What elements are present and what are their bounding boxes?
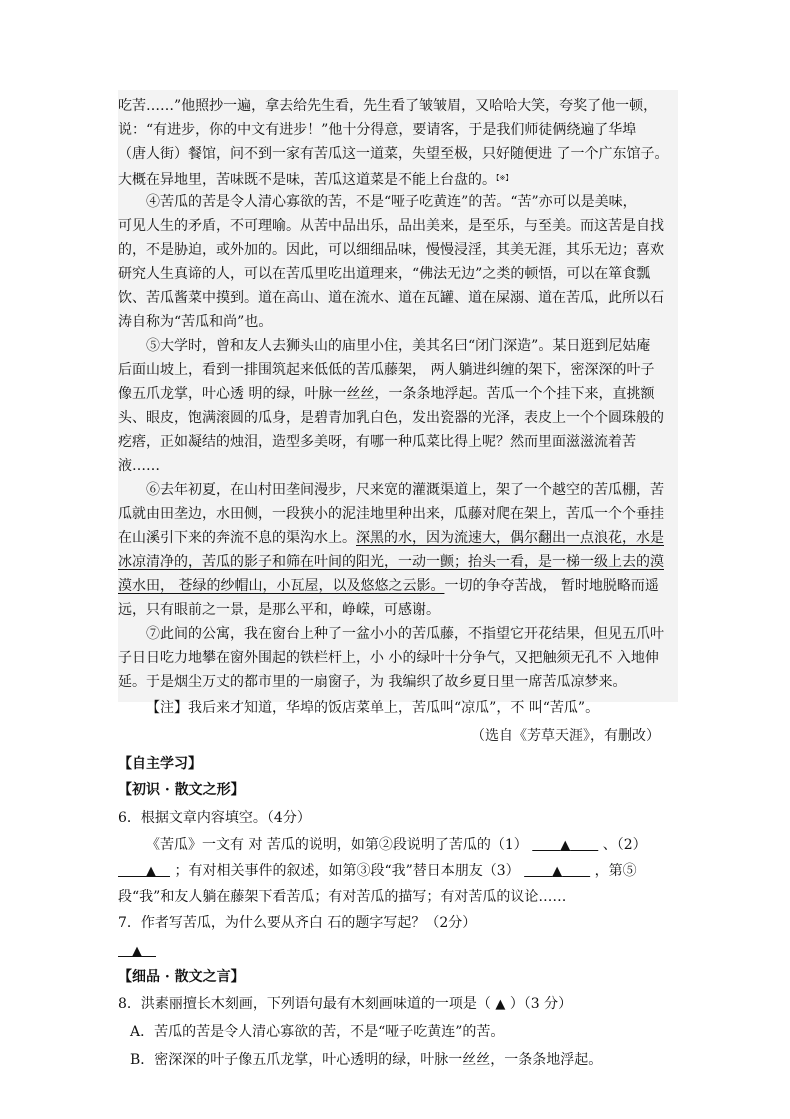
footnote-mark: 【※】 xyxy=(496,174,513,182)
q6-line-1-text-b: 、（2） xyxy=(602,837,647,853)
q8-option-b[interactable]: B．密深深的叶子像五爪龙掌，叶心透明的绿，叶脉一丝丝，一条条地浮起。 xyxy=(130,1052,603,1068)
p3-line-2: 说：“有进步，你的中文有进步！”他十分得意，要请客，于是我们师徒俩绕遍了华埠 xyxy=(118,122,637,138)
q6-line-1 xyxy=(146,833,647,858)
p4-line-4: 研究人生真谛的人，可以在苦瓜里吃出道理来，“佛法无边”之类的顿悟，可以在箪食瓢 xyxy=(118,266,651,282)
answer-mark-icon: ▲ xyxy=(495,997,506,1012)
section-self-study: 【自主学习】 xyxy=(118,756,202,772)
q6-blank-1[interactable] xyxy=(532,833,598,858)
p7-line-2: 子日日吃力地攀在窗外围起的铁栏杆上，小 小的绿叶十分争气，又把触须无孔不 入地伸 xyxy=(118,650,659,666)
p7-line-3: 延。于是烟尘万丈的都市里的一扇窗子，为 我编织了故乡夏日里一席苦瓜凉梦来。 xyxy=(118,674,627,690)
answer-mark-icon: ▲ xyxy=(146,864,156,879)
p6-line-6: 远，只有眼前之一景，是那么平和，峥嵘，可感谢。 xyxy=(118,602,440,618)
p5-line-6: 液…… xyxy=(118,458,160,474)
p4-line-2: 可见人生的矛盾，不可理喻。从苦中品出乐，品出美来，是至乐，与至美。而这苦是自找 xyxy=(118,218,664,234)
p6-line-5-text: 一切的争夺苦战， 暂时地脱略而遥 xyxy=(444,578,659,594)
p3-line-3: （唐人街）餐馆，问不到一家有苦瓜这一道菜，失望至极，只好随便进 了一个广东馆子。 xyxy=(118,146,669,162)
q6-stem: 6．根据文章内容填空。（4分） xyxy=(118,810,311,826)
footnote: 【注】我后来才知道，华埠的饭店菜单上，苦瓜叫“凉瓜”，不 叫“苦瓜”。 xyxy=(146,700,600,716)
p3-line-1: 吃苦……”他照抄一遍，拿去给先生看，先生看了皱皱眉，又哈哈大笑，夸奖了他一顿， xyxy=(118,98,658,114)
q8-option-a[interactable]: A．苦瓜的苦是令人清心寡欲的苦，不是“哑子吃黄连”的苦。 xyxy=(130,1024,505,1040)
p5-line-5: 疙瘩，正如凝结的烛泪，造型多美呀，有哪一种瓜菜比得上呢？然而里面滋滋流着苦 xyxy=(118,434,636,450)
p6-line-4 xyxy=(118,550,664,574)
p6-underlined-mid: 冰凉清净的，苦瓜的影子和筛在叶间的阳光，一动一颤；抬头一看，是一梯一级上去的漠 xyxy=(118,554,664,570)
q7-stem: 7．作者写苦瓜，为什么要从齐白 石的题字写起？（2分） xyxy=(118,915,477,931)
q6-line-2 xyxy=(118,859,637,884)
p5-line-1: ⑤大学时，曾和友人去狮头山的庙里小住，美其名曰“闭门深造”。某日逛到尼姑庵 xyxy=(146,338,651,354)
p4-line-6: 涛自称为“苦瓜和尚”也。 xyxy=(118,314,273,330)
p5-line-3: 像五爪龙掌，叶心透 明的绿，叶脉一丝丝，一条条地浮起。苦瓜一个个挂下来，直挑额 xyxy=(118,386,655,402)
p6-underlined-end: 漠水田， 苍绿的纱帽山，小瓦屋，以及悠悠之云影。 xyxy=(118,578,445,594)
q8-stem-text: 8．洪素丽擅长木刻画，下列语句最有木刻画味道的一项是（ xyxy=(118,996,491,1012)
p7-line-1: ⑦此间的公寓，我在窗台上种了一盆小小的苦瓜藤，不指望它开花结果，但见五爪叶 xyxy=(146,626,664,642)
q8-stem-tail: ）（3 分） xyxy=(509,996,573,1012)
q6-line-1-text: 《苦瓜》一文有 对 苦瓜的说明，如第②段说明了苦瓜的（1） xyxy=(146,837,528,853)
section-essay-form: 【初识 · 散文之形】 xyxy=(118,782,245,798)
q6-line-2-text-b: ，第⑤ xyxy=(594,863,637,879)
q6-line-2-text: ；有对相关事件的叙述，如第③段“我”替日本朋友（3） xyxy=(174,863,520,879)
q7-answer-line[interactable] xyxy=(118,939,156,964)
p6-line-5 xyxy=(118,574,659,598)
q6-blank-3[interactable] xyxy=(524,859,590,884)
q6-blank-2[interactable] xyxy=(118,859,170,884)
q7-blank[interactable] xyxy=(118,939,156,964)
q8-stem xyxy=(118,992,572,1017)
section-essay-language: 【细品 · 散文之言】 xyxy=(118,969,245,985)
answer-mark-icon: ▲ xyxy=(132,944,142,959)
p4-line-3: 的，不是胁迫，或外加的。因此，可以细细品味，慢慢浸淫，其美无涯，其乐无边；喜欢 xyxy=(118,242,664,258)
p6-line-1: ⑥去年初夏，在山村田垄间漫步，尺来宽的灌溉渠道上，架了一个越空的苦瓜棚，苦 xyxy=(146,482,664,498)
p4-line-5: 饮、苦瓜酱菜中摸到。道在高山、道在流水、道在瓦罐、道在屎溺、道在苦瓜，此所以石 xyxy=(118,290,664,306)
p4-line-1: ④苦瓜的苦是令人清心寡欲的苦，不是“哑子吃黄连”的苦。“苦”亦可以是美味， xyxy=(146,194,637,210)
p6-line-3 xyxy=(118,526,664,550)
p6-underlined-start: 深黑的水，因为流速大，偶尔翻出一点浪花，水是 xyxy=(356,530,664,546)
p3-line-4 xyxy=(118,166,512,192)
p6-line-3-text: 在山溪引下来的奔流不息的渠沟水上。 xyxy=(118,530,356,546)
p5-line-4: 头、眼皮，饱满滚圆的瓜身，是碧青加乳白色，发出瓷器的光泽，表皮上一个个圆珠般的 xyxy=(118,410,664,426)
p6-line-2: 瓜就由田垄边，水田侧，一段狭小的泥洼地里种出来，瓜藤对爬在架上，苦瓜一个个垂挂 xyxy=(118,506,664,522)
answer-mark-icon: ▲ xyxy=(560,838,571,853)
p3-line-4-text: 大概在异地里，苦味既不是味，苦瓜这道菜是不能上台盘的。 xyxy=(118,172,496,188)
source-citation: （选自《芳草天涯》，有删改） xyxy=(471,728,660,744)
answer-mark-icon: ▲ xyxy=(552,864,563,879)
q6-line-3: 段“我”和友人躺在藤架下看苦瓜；有对苦瓜的描写；有对苦瓜的议论…… xyxy=(118,889,567,905)
p5-line-2: 后面山坡上，看到一排围筑起来低低的苦瓜藤架， 两人躺进纠缠的架下，密深深的叶子 xyxy=(118,362,655,378)
